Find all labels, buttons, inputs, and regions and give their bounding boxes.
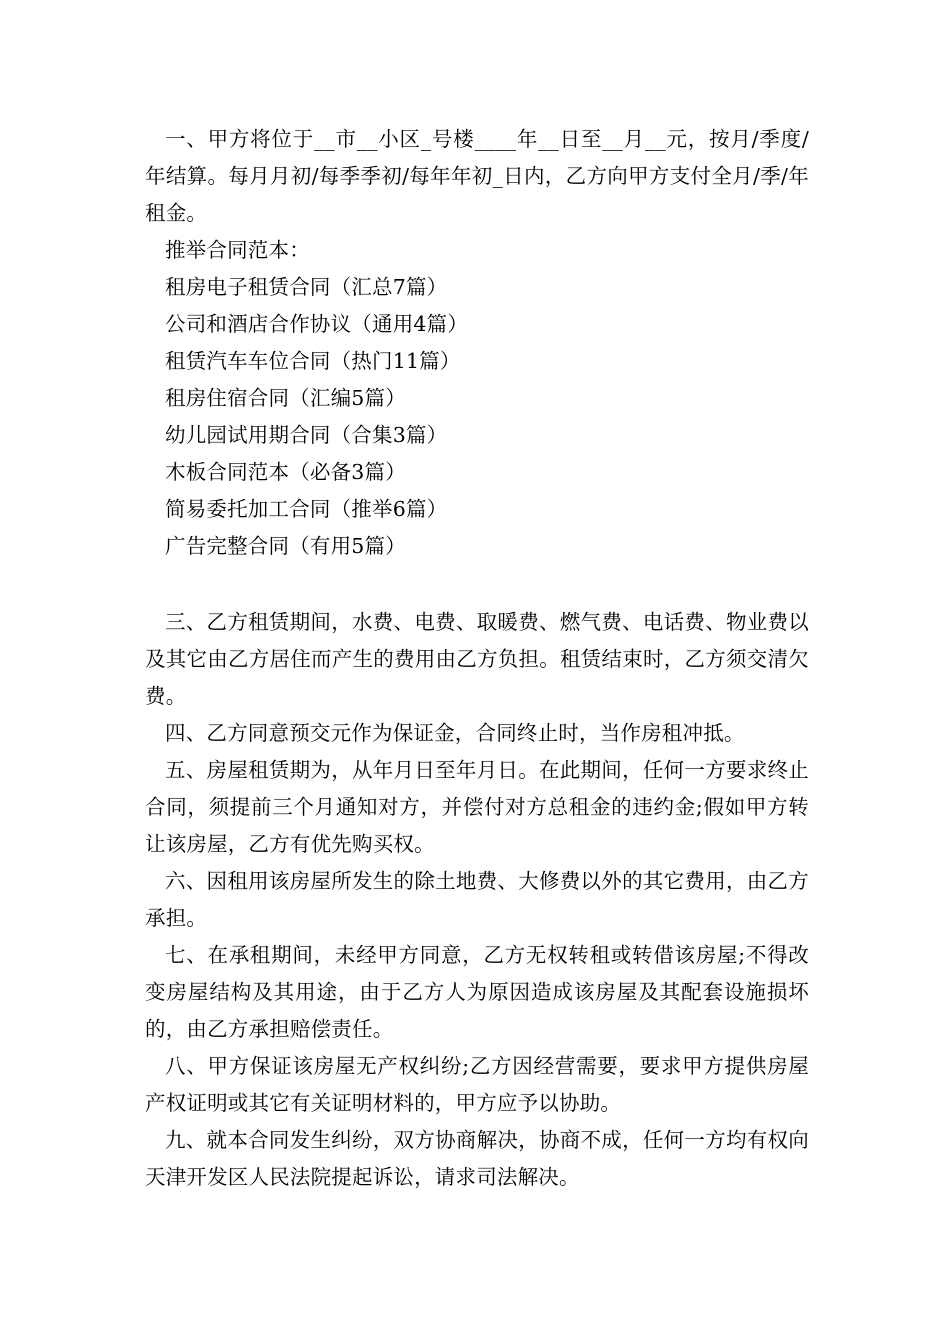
clause-4: 四、乙方同意预交元作为保证金，合同终止时，当作房租冲抵。 bbox=[165, 721, 745, 745]
clause-5: 五、房屋租赁期为，从年月日至年月日。在此期间，任何一方要求终止合同，须提前三个月通知对方，并偿付对方总租金的违约金;假如甲方转让该房屋，乙方有优先购买权。 bbox=[145, 758, 809, 856]
document-page bbox=[145, 121, 809, 1196]
recommended-item[interactable]: 公司和酒店合作协议（通用4篇） bbox=[165, 312, 469, 336]
recommended-item[interactable]: 广告完整合同（有用5篇） bbox=[165, 534, 406, 558]
recommended-item[interactable]: 租房住宿合同（汇编5篇） bbox=[165, 386, 406, 410]
intro-paragraph: 一、甲方将位于__市__小区_号楼____年__日至__月__元，按月/季度/年结算。每月月初/每季季初/每年年初_日内，乙方向甲方支付全月/季/年租金。 bbox=[145, 127, 809, 225]
clause-3: 三、乙方租赁期间，水费、电费、取暖费、燃气费、电话费、物业费以及其它由乙方居住而产生的费用由乙方负担。租赁结束时，乙方须交清欠费。 bbox=[145, 610, 809, 708]
clause-9: 九、就本合同发生纠纷，双方协商解决，协商不成，任何一方均有权向天津开发区人民法院提起诉讼，请求司法解决。 bbox=[145, 1128, 809, 1189]
clause-6: 六、因租用该房屋所发生的除土地费、大修费以外的其它费用，由乙方承担。 bbox=[145, 869, 809, 930]
clause-8: 八、甲方保证该房屋无产权纠纷;乙方因经营需要，要求甲方提供房屋产权证明或其它有关证明材料的，甲方应予以协助。 bbox=[145, 1054, 809, 1115]
clause-7: 七、在承租期间，未经甲方同意，乙方无权转租或转借该房屋;不得改变房屋结构及其用途，由于乙方人为原因造成该房屋及其配套设施损坏的，由乙方承担赔偿责任。 bbox=[145, 943, 809, 1041]
recommend-heading: 推举合同范本： bbox=[165, 238, 310, 262]
recommended-list bbox=[145, 269, 809, 565]
recommended-item[interactable]: 简易委托加工合同（推举6篇） bbox=[165, 497, 448, 521]
section-gap bbox=[145, 565, 809, 604]
recommended-item[interactable]: 幼儿园试用期合同（合集3篇） bbox=[165, 423, 448, 447]
clauses bbox=[145, 604, 809, 1196]
recommended-item[interactable]: 租房电子租赁合同（汇总7篇） bbox=[165, 275, 448, 299]
recommended-item[interactable]: 木板合同范本（必备3篇） bbox=[165, 460, 406, 484]
recommended-item[interactable]: 租赁汽车车位合同（热门11篇） bbox=[165, 349, 461, 373]
